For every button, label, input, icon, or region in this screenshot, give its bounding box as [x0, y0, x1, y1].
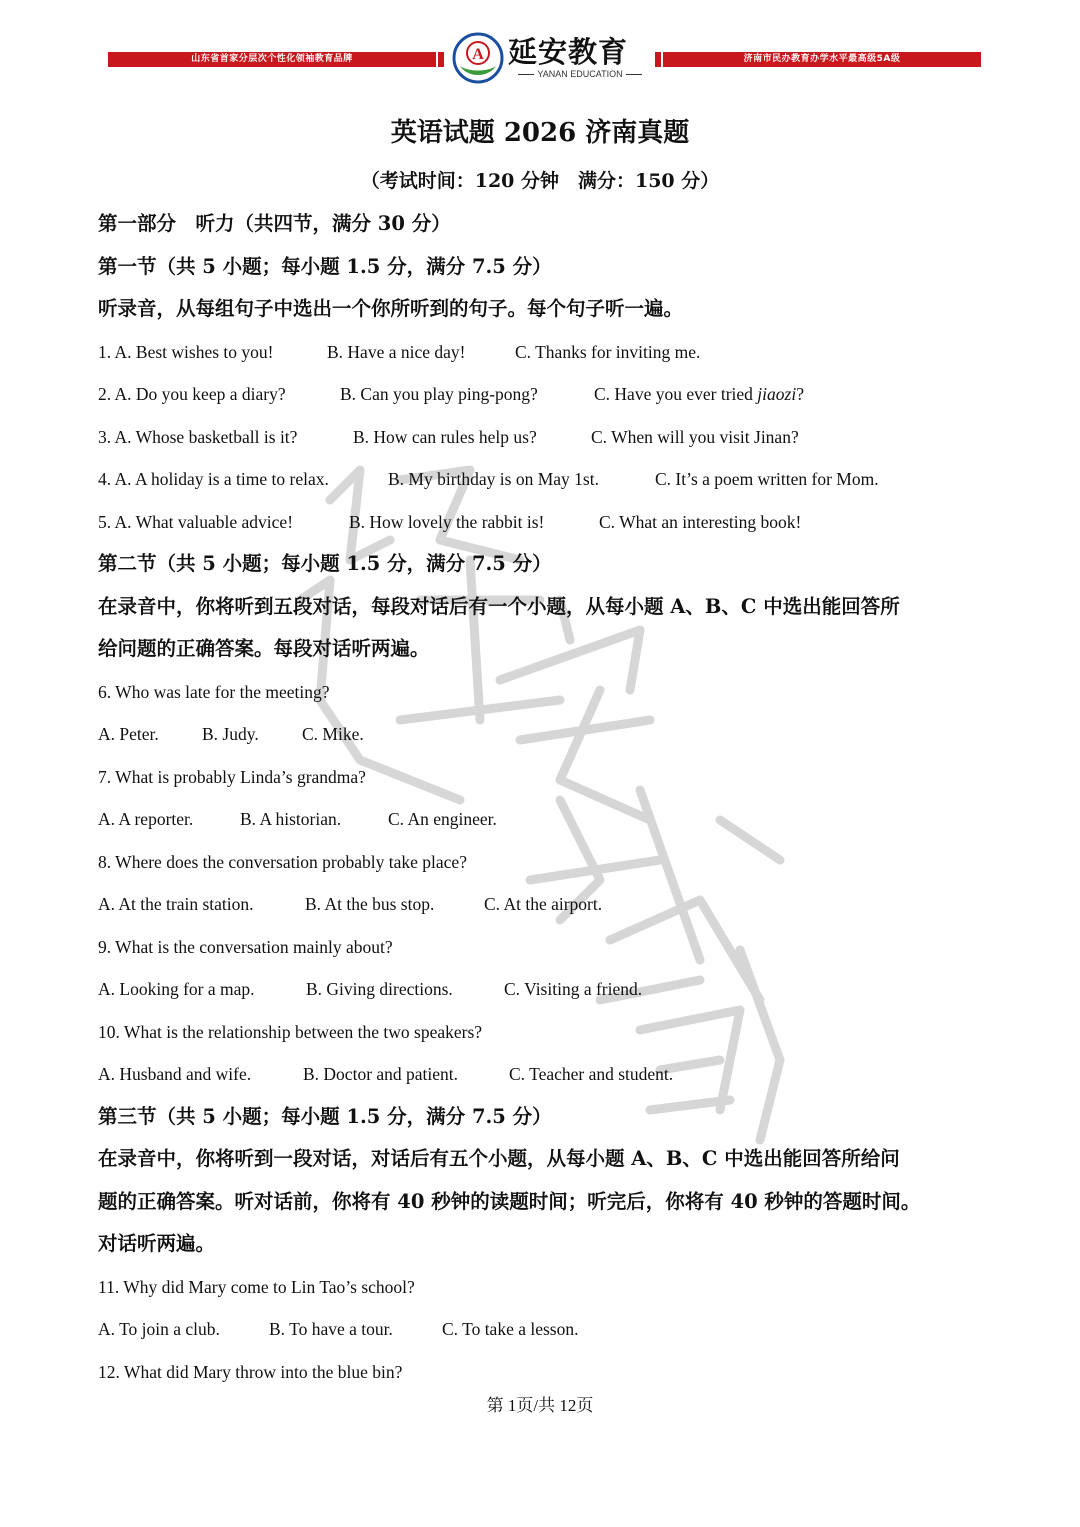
- question-text: 6. Who was late for the meeting?: [98, 681, 330, 702]
- section-heading: 第二节（共 5 小题；每小题 1.5 分，满分 7.5 分）: [98, 552, 552, 575]
- option-c: C. Visiting a friend.: [504, 979, 643, 999]
- option-c-text: C. Have you ever tried: [594, 384, 758, 404]
- option-c: C. When will you visit Jinan?: [591, 426, 799, 447]
- header-band-right: 济南市民办教育办学水平最高级5A级: [663, 52, 981, 67]
- option-b: B. To have a tour.: [269, 1319, 393, 1339]
- question-text: 12. What did Mary throw into the blue bin?: [98, 1361, 403, 1382]
- brand-name-en: [510, 69, 650, 79]
- option-b: B. How can rules help us?: [353, 426, 537, 447]
- option-b: B. My birthday is on May 1st.: [388, 469, 599, 489]
- list-item: [98, 373, 988, 416]
- list-item: [98, 331, 988, 374]
- option-b: B. Giving directions.: [306, 979, 453, 999]
- option-a: A. To join a club.: [98, 1319, 220, 1339]
- list-item: [98, 883, 988, 926]
- option-c: C. Teacher and student.: [509, 1064, 674, 1084]
- option-a: 2. A. Do you keep a diary?: [98, 384, 286, 404]
- option-c: [594, 373, 804, 416]
- brand-name: 延安教育: [508, 35, 629, 69]
- exam-info: （考试时间：120 分钟 满分：150 分）: [360, 170, 720, 192]
- question-text: 9. What is the conversation mainly about?: [98, 936, 393, 957]
- section-instruction: 在录音中，你将听到五段对话，每段对话后有一个小题，从每小题 A、B、C 中选出能回答所: [98, 594, 900, 618]
- band-cap-right: [655, 52, 661, 67]
- list-item: [98, 416, 988, 459]
- option-b: B. Can you play ping-pong?: [340, 384, 538, 404]
- brand-logo-icon: [452, 32, 504, 84]
- logo-letter: A: [472, 46, 484, 63]
- part-heading: 第一部分 听力（共四节，满分 30 分）: [98, 212, 451, 235]
- option-c-emphasis: jiaozi: [757, 384, 797, 404]
- option-c-suffix: ?: [796, 384, 804, 404]
- question-text: 7. What is probably Linda’s grandma?: [98, 766, 366, 787]
- section-instruction: 听录音，从每组句子中选出一个你所听到的句子。每个句子听一遍。: [98, 297, 684, 320]
- option-a: 4. A. A holiday is a time to relax.: [98, 469, 329, 489]
- exam-content: [98, 203, 988, 1393]
- option-b: B. Judy.: [202, 724, 259, 744]
- brand-name-en-text: YANAN EDUCATION: [537, 69, 623, 79]
- option-b: B. Doctor and patient.: [303, 1064, 459, 1084]
- section-instruction: 题的正确答案。听对话前，你将有 40 秒钟的读题时间；听完后，你将有 40 秒钟的答题时间。: [98, 1189, 921, 1213]
- question-text: 10. What is the relationship between the two speakers?: [98, 1021, 483, 1042]
- option-a: A. Husband and wife.: [98, 1064, 252, 1084]
- header-band-left: 山东省首家分层次个性化领袖教育品牌: [108, 52, 436, 67]
- option-c: C. Mike.: [302, 724, 364, 744]
- option-b: B. Have a nice day!: [327, 341, 466, 362]
- list-item: [98, 458, 988, 501]
- section-heading: 第一节（共 5 小题；每小题 1.5 分，满分 7.5 分）: [98, 254, 552, 278]
- question-text: 8. Where does the conversation probably take place?: [98, 851, 467, 872]
- option-a: A. At the train station.: [98, 894, 254, 914]
- option-a: A. Peter.: [98, 724, 159, 744]
- band-cap-left: [438, 52, 444, 67]
- option-c: C. Thanks for inviting me.: [515, 341, 701, 362]
- section-heading: 第三节（共 5 小题；每小题 1.5 分，满分 7.5 分）: [98, 1104, 552, 1128]
- option-c: C. At the airport.: [484, 894, 603, 914]
- option-b: B. At the bus stop.: [305, 894, 435, 914]
- page-title: 英语试题 2026 济南真题: [390, 118, 690, 148]
- list-item: [98, 713, 988, 756]
- list-item: [98, 1053, 988, 1096]
- page-number: 第 1页/共 12页: [486, 1396, 594, 1415]
- option-a: A. Looking for a map.: [98, 979, 255, 999]
- section-instruction: 对话听两遍。: [98, 1232, 216, 1255]
- list-item: [98, 501, 988, 544]
- option-a: 5. A. What valuable advice!: [98, 511, 294, 532]
- section-instruction: 给问题的正确答案。每段对话听两遍。: [98, 637, 430, 660]
- section-instruction: 在录音中，你将听到一段对话，对话后有五个小题，从每小题 A、B、C 中选出能回答所给问: [98, 1147, 900, 1170]
- question-text: 11. Why did Mary come to Lin Tao’s school?: [98, 1276, 415, 1297]
- option-b: B. How lovely the rabbit is!: [349, 511, 545, 532]
- list-item: [98, 1308, 988, 1351]
- list-item: [98, 968, 988, 1011]
- option-c: C. To take a lesson.: [442, 1319, 579, 1339]
- list-item: [98, 798, 988, 841]
- option-c: C. An engineer.: [388, 809, 497, 829]
- option-a: 1. A. Best wishes to you!: [98, 341, 274, 362]
- option-a: 3. A. Whose basketball is it?: [98, 426, 298, 447]
- option-b: B. A historian.: [240, 809, 342, 829]
- page-header: [0, 0, 1080, 100]
- option-c: C. It’s a poem written for Mom.: [655, 469, 879, 489]
- option-a: A. A reporter.: [98, 809, 194, 829]
- option-c: C. What an interesting book!: [599, 511, 802, 532]
